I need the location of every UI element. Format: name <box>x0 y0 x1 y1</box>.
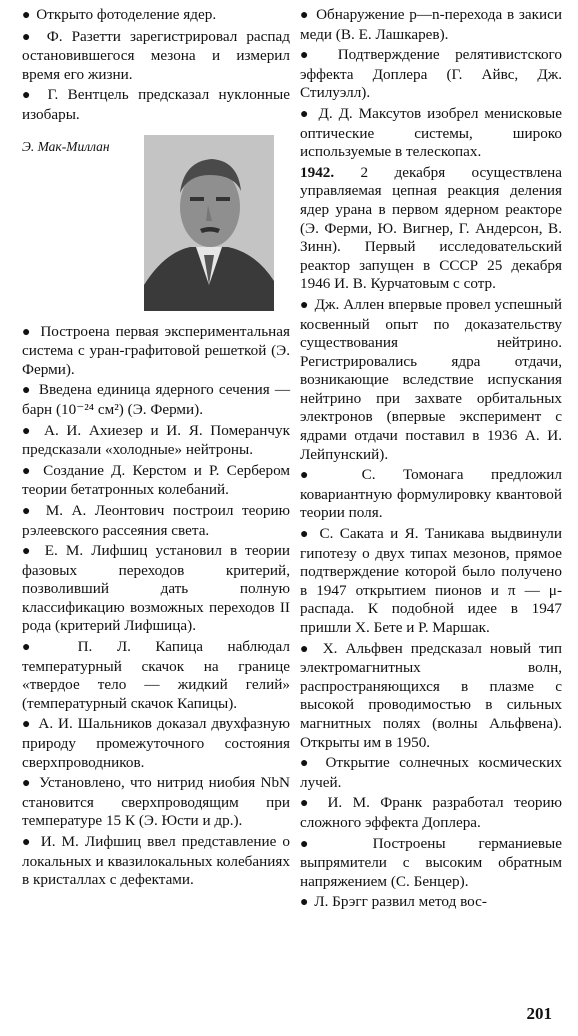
chronology-entry <box>22 86 290 124</box>
entry-text: Ф. Разетти зарегистрировал распад остановившегося мезона и измерил время его жизни. <box>22 27 290 83</box>
chronology-entry <box>22 638 290 713</box>
left-main-entries <box>22 323 290 890</box>
chronology-entry <box>22 542 290 636</box>
bullet-icon: ● <box>22 640 52 656</box>
portrait-photo <box>144 135 274 311</box>
photo-caption: Э. Мак-Миллан <box>22 138 110 154</box>
chronology-entry <box>22 6 290 26</box>
chronology-entry <box>300 794 562 832</box>
chronology-entry <box>300 466 562 523</box>
entry-text: С. Томонага предложил ковариантную формулировку квантовой теории поля. <box>300 466 562 522</box>
chronology-entry <box>22 28 290 85</box>
entry-text: Е. М. Лифшиц установил в теории фазовых переходов критерий, позволивший дать полную классификацию возможных переходов II рода (критерий Лифшица). <box>22 542 291 635</box>
chronology-entry <box>300 6 562 44</box>
left-column <box>22 6 290 892</box>
bullet-icon: ● <box>22 463 34 479</box>
right-column <box>300 6 562 915</box>
bullet-icon: ● <box>300 106 311 122</box>
chronology-entry <box>22 381 290 419</box>
photo-block <box>22 135 290 311</box>
chronology-entry <box>22 323 290 380</box>
bullet-icon: ● <box>300 641 313 657</box>
chronology-entry <box>22 422 290 460</box>
entry-text: М. А. Леонтович построил теорию рэлеевского рассеяния света. <box>22 501 290 539</box>
year-entry-text: 2 декабря осуществлена управляемая цепная реакция деления ядер урана в первом ядерном реакторе (Э. Ферми, Ю. Вигнер, Г. Андерсон, В. Зинн). Первый исследовательский реактор запущен в СССР 25 декабря 1946 И. В. Курчатовым с сотр. <box>300 163 563 293</box>
entry-text: Создание Д. Керстом и Р. Сербером теории бетатронных колебаний. <box>22 461 290 499</box>
right-entries-after <box>300 296 562 913</box>
entry-text: И. М. Лифшиц ввел представление о локальных и квазилокальных колебаниях в кристаллах с дефектами. <box>22 833 290 889</box>
chronology-entry <box>22 462 290 500</box>
chronology-entry <box>300 296 562 464</box>
entry-text: Введена единица ядерного сечения — барн (10⁻²⁴ см²) (Э. Ферми). <box>22 381 291 418</box>
bullet-icon: ● <box>22 835 33 850</box>
bullet-icon: ● <box>22 88 37 104</box>
entry-text: Дж. Аллен впервые провел успешный косвенный опыт по доказательству существования нейтрино. Регистрировались ядра отдачи, возникающие вследствие испускания нейтрино при захвате орбитальных электронов (впервые эксперимент с ядрами отдачи поставил в 1936 А. И. Лейпунский). <box>300 295 562 463</box>
chronology-entry <box>300 105 562 162</box>
chronology-entry <box>22 715 290 772</box>
left-top-entries <box>22 6 290 125</box>
entry-text: Открыто фотоделение ядер. <box>36 6 217 23</box>
bullet-icon: ● <box>22 717 32 733</box>
bullet-icon: ● <box>300 48 321 64</box>
entry-text: С. Саката и Я. Таникава выдвинули гипотезу о двух типах мезонов, прямое подтверждение которой было получено в 1947 открытием пионов и π — μ-распада. К подобной идее в 1947 пришли Х. Бете и Р. Маршак. <box>300 525 563 636</box>
bullet-icon: ● <box>300 297 309 313</box>
entry-text: Установлено, что нитрид ниобия NbN становится сверхпроводящим при температуре 15 К (Э. Юсти и др.). <box>22 774 290 830</box>
entry-text: П. Л. Капица наблюдал температурный скачок на границе «твердое тело — жидкий гелий» (температурный скачок Капицы). <box>22 638 290 712</box>
portrait-image <box>144 135 274 311</box>
bullet-icon: ● <box>22 544 35 560</box>
entry-text: И. М. Франк разработал теорию сложного эффекта Доплера. <box>300 794 562 831</box>
entry-text: Л. Брэгг развил метод вос- <box>314 893 487 911</box>
chronology-entry <box>300 893 562 913</box>
chronology-entry <box>22 502 290 540</box>
entry-text: Построены германиевые выпрямители с высоким обратным напряжением (С. Бенцер). <box>300 834 562 890</box>
bullet-icon: ● <box>300 756 315 772</box>
chronology-entry <box>300 46 562 103</box>
entry-text: Х. Альфвен предсказал новый тип электромагнитных волн, распространяющихся в плазме с высокой проводимостью в сильных магнитных полях (волны Альфвена). Открыты им в 1950. <box>300 639 563 751</box>
bullet-icon: ● <box>300 796 316 812</box>
bullet-icon: ● <box>22 423 35 439</box>
bullet-icon: ● <box>22 503 36 519</box>
chronology-entry <box>300 525 562 638</box>
year-label: 1942. <box>300 163 335 181</box>
entry-text: Д. Д. Максутов изобрел менисковые оптические системы, широко используемые в телескопах. <box>300 104 562 161</box>
entry-text: Г. Вентцель предсказал нуклонные изобары. <box>22 86 290 123</box>
bullet-icon: ● <box>22 8 31 23</box>
right-entries-before <box>300 6 562 162</box>
bullet-icon: ● <box>22 776 32 792</box>
entry-text: Обнаружение p—n-перехода в закиси меди (В. Е. Лашкарев). <box>300 6 562 43</box>
entry-text: Построена первая экспериментальная система с уран-графитовой решеткой (Э. Ферми). <box>22 322 290 378</box>
entry-text: А. И. Ахиезер и И. Я. Померанчук предсказали «холодные» нейтроны. <box>22 421 290 459</box>
entry-text: Открытие солнечных космических лучей. <box>300 754 562 791</box>
chronology-entry <box>22 833 290 890</box>
bullet-icon: ● <box>300 8 310 23</box>
chronology-entry <box>300 835 562 892</box>
bullet-icon: ● <box>300 895 309 911</box>
chronology-entry <box>300 754 562 792</box>
bullet-icon: ● <box>300 468 333 484</box>
year-entry-1942 <box>300 164 562 294</box>
bullet-icon: ● <box>300 836 338 852</box>
bullet-icon: ● <box>22 383 32 399</box>
chronology-entry <box>22 774 290 831</box>
bullet-icon: ● <box>22 324 33 340</box>
entry-text: Подтверждение релятивистского эффекта Доплера (Г. Айвс, Дж. Стилуэлл). <box>300 46 562 102</box>
page-number: 201 <box>526 1004 552 1023</box>
chronology-entry <box>300 640 562 753</box>
entry-text: А. И. Шальников доказал двухфазную природу промежуточного состояния сверхпроводников. <box>22 715 290 771</box>
bullet-icon: ● <box>22 29 36 45</box>
bullet-icon: ● <box>300 527 312 543</box>
